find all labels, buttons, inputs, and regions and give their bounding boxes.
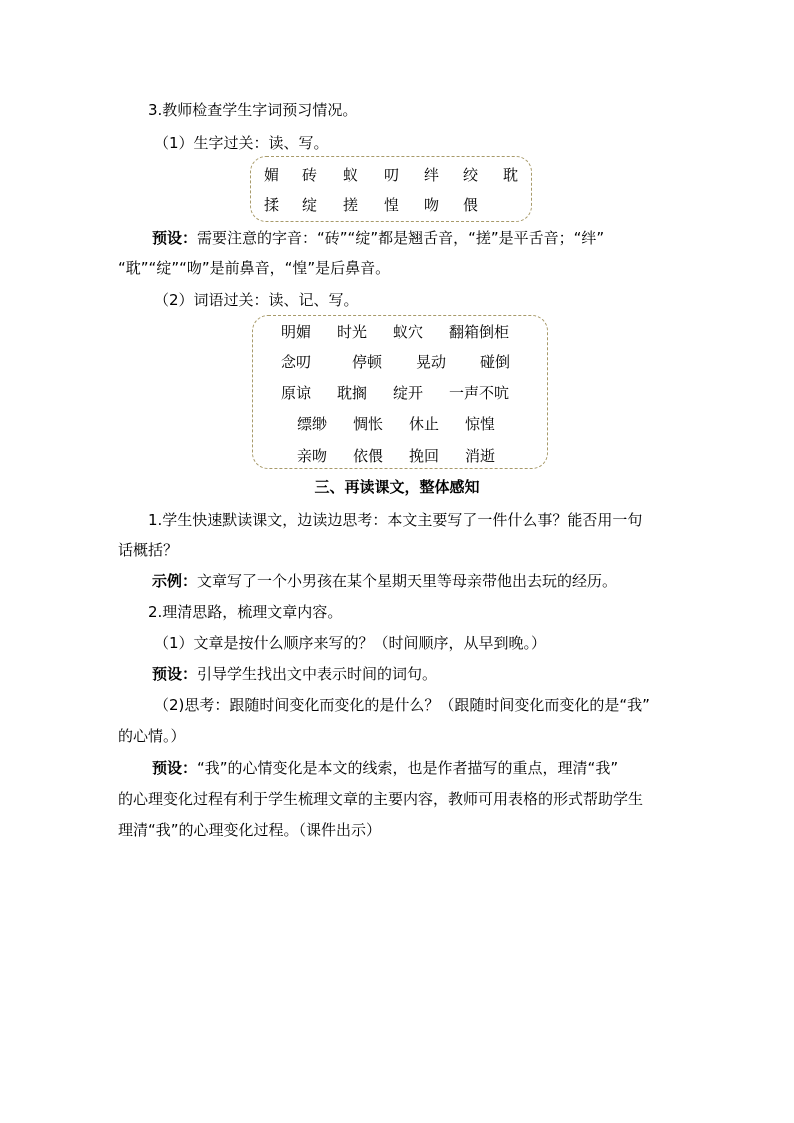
word: 蚁穴 bbox=[393, 323, 424, 341]
char: 揉 bbox=[264, 196, 280, 214]
word: 时光 bbox=[337, 323, 368, 341]
preset-label: 预设： bbox=[152, 665, 198, 683]
q2-heading: 2.理清思路，梳理文章内容。 bbox=[148, 603, 343, 621]
preset-text: 需要注意的字音：“砖”“绽”都是翘舌音，“搓”是平舌音；“绊” bbox=[197, 229, 605, 247]
word: 挽回 bbox=[409, 447, 440, 465]
word: 耽搁 bbox=[337, 384, 368, 402]
preset3-line1 bbox=[152, 758, 618, 778]
step3-heading: 3.教师检查学生字词预习情况。 bbox=[148, 101, 358, 119]
word: 缥缈 bbox=[297, 415, 328, 433]
q2-2-line2: 的心情。） bbox=[118, 727, 186, 745]
word: 原谅 bbox=[281, 384, 312, 402]
char: 偎 bbox=[463, 196, 479, 214]
sub1-heading: （1）生字过关：读、写。 bbox=[154, 134, 329, 152]
q2-2-line1: （2)思考：跟随时间变化而变化的是什么？（跟随时间变化而变化的是“我” bbox=[154, 696, 650, 714]
char: 媚 bbox=[264, 166, 280, 184]
word: 绽开 bbox=[393, 384, 424, 402]
word: 明媚 bbox=[281, 323, 312, 341]
preset-text: “我”的心情变化是本文的线索，也是作者描写的重点，理清“我” bbox=[197, 759, 619, 777]
char: 砖 bbox=[302, 166, 318, 184]
word: 一声不吭 bbox=[449, 384, 510, 402]
char: 绞 bbox=[463, 166, 479, 184]
example-label: 示例： bbox=[152, 572, 198, 590]
preset-label: 预设： bbox=[152, 759, 198, 777]
char: 蚁 bbox=[343, 166, 359, 184]
preset1-line2: “耽”“绽”“吻”是前鼻音，“惶”是后鼻音。 bbox=[118, 259, 391, 277]
word: 惆怅 bbox=[353, 415, 384, 433]
word: 晃动 bbox=[416, 353, 447, 371]
word: 翻箱倒柜 bbox=[449, 323, 510, 341]
char: 惶 bbox=[384, 196, 400, 214]
example-text: 文章写了一个小男孩在某个星期天里等母亲带他出去玩的经历。 bbox=[197, 572, 618, 590]
char: 耽 bbox=[503, 166, 519, 184]
q1-line2: 话概括？ bbox=[118, 541, 179, 559]
word: 消逝 bbox=[465, 447, 496, 465]
q2-1: （1）文章是按什么顺序来写的？（时间顺序，从早到晚。） bbox=[154, 634, 547, 652]
word: 休止 bbox=[409, 415, 440, 433]
example-line bbox=[152, 571, 617, 591]
preset3-line3: 理清“我”的心理变化过程。（课件出示） bbox=[118, 821, 382, 839]
char: 搓 bbox=[343, 196, 359, 214]
preset-label: 预设： bbox=[152, 229, 198, 247]
q1-line1: 1.学生快速默读课文，边读边思考：本文主要写了一件什么事？能否用一句 bbox=[148, 511, 643, 529]
preset2-line bbox=[152, 664, 437, 684]
sub2-heading: （2）词语过关：读、记、写。 bbox=[154, 291, 359, 309]
word: 亲吻 bbox=[297, 447, 328, 465]
word: 念叨 bbox=[281, 353, 312, 371]
char: 绽 bbox=[302, 196, 318, 214]
preset1-line1 bbox=[152, 228, 604, 248]
word: 依偎 bbox=[353, 447, 384, 465]
word: 碰倒 bbox=[480, 353, 511, 371]
char: 叨 bbox=[384, 166, 400, 184]
char: 绊 bbox=[424, 166, 440, 184]
word: 停顿 bbox=[352, 353, 383, 371]
char: 吻 bbox=[424, 196, 440, 214]
preset-text: 引导学生找出文中表示时间的词句。 bbox=[197, 665, 438, 683]
preset3-line2: 的心理变化过程有利于学生梳理文章的主要内容，教师可用表格的形式帮助学生 bbox=[118, 790, 644, 808]
word: 惊惶 bbox=[465, 415, 496, 433]
section-title: 三、再读课文，整体感知 bbox=[314, 478, 480, 496]
